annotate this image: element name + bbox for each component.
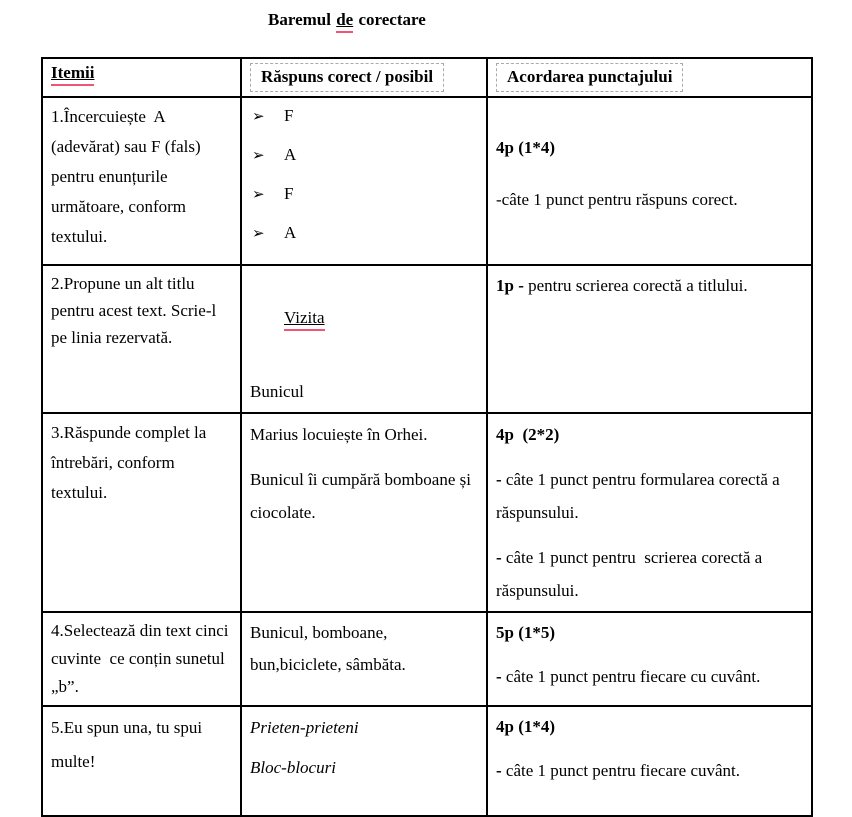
answer-letter: A [284, 145, 297, 164]
page-title [268, 10, 426, 33]
item-text: 1.Încercuiește A (adevărat) sau F (fals) pentru enunțurile următoare, conform textului. [51, 107, 205, 246]
item-text: 2.Propune un alt titlu pentru acest text. Scrie-l pe linia rezervată. [51, 274, 221, 347]
score-cell [487, 265, 812, 413]
score-points: 5p (1*5) [496, 623, 556, 642]
item-cell [42, 612, 241, 706]
item-cell [42, 97, 241, 265]
answer-line: Prieten-prieteni [250, 718, 359, 737]
answer-cell [241, 413, 487, 612]
title-part1: Baremul [268, 10, 331, 29]
score-points: 4p (1*4) [496, 138, 556, 157]
arrow-bullet-icon: ➢ [252, 226, 265, 242]
header-cell-acordarea [487, 58, 812, 97]
title-part2: corectare [358, 10, 426, 29]
answer-cell [241, 612, 487, 706]
answer-line: Bunicul îi cumpără bomboane și ciocolate. [250, 470, 476, 522]
item-cell [42, 413, 241, 612]
score-points: 4p (2*2) [496, 425, 560, 444]
arrow-bullet-icon: ➢ [252, 187, 265, 203]
answer-cell [241, 706, 487, 816]
table-row [42, 97, 812, 265]
scoring-table [41, 57, 813, 817]
title-misspelled-word: de [336, 11, 353, 33]
answer-line: bun,biciclete, sâmbăta. [250, 655, 406, 674]
header-cell-itemii [42, 58, 241, 97]
item-cell [42, 706, 241, 816]
answer-bullet-item [252, 104, 479, 129]
answer-line: Bunicul [250, 382, 304, 401]
header-cell-raspuns [241, 58, 487, 97]
item-cell [42, 265, 241, 413]
score-detail: -câte 1 punct pentru răspuns corect. [496, 190, 738, 209]
item-text: 3.Răspunde complet la întrebări, conform textului. [51, 423, 211, 502]
score-cell [487, 612, 812, 706]
answer-letter: F [284, 106, 294, 125]
answer-letter: F [284, 184, 294, 203]
answer-bullet-item [252, 182, 479, 207]
score-detail: - câte 1 punct pentru fiecare cu cuvânt. [496, 667, 761, 686]
answer-line: Marius locuiește în Orhei. [250, 425, 428, 444]
score-detail: 1p - pentru scrierea corectă a titlului. [496, 276, 748, 295]
arrow-bullet-icon: ➢ [252, 148, 265, 164]
answer-cell [241, 265, 487, 413]
header-label-itemii: Itemii [51, 64, 94, 86]
answer-bullet-item [252, 143, 479, 168]
score-detail: - câte 1 punct pentru fiecare cuvânt. [496, 761, 741, 780]
answer-line: Bloc-blocuri [250, 758, 336, 777]
answer-cell [241, 97, 487, 265]
answer-title-word: Vizita [284, 309, 325, 331]
answer-letter: A [284, 223, 297, 242]
item-text: 5.Eu spun una, tu spui multe! [51, 718, 207, 771]
score-detail: - câte 1 punct pentru formularea corectă a răspunsului. [496, 470, 784, 522]
score-cell [487, 97, 812, 265]
table-row [42, 413, 812, 612]
table-row [42, 265, 812, 413]
answer-bullet-item [252, 221, 479, 246]
item-text: 4.Selectează din text cinci cuvinte ce conțin sunetul „b”. [51, 621, 234, 696]
score-detail: - câte 1 punct pentru scrierea corectă a răspunsului. [496, 548, 767, 600]
answer-line [250, 270, 479, 366]
score-points: 4p (1*4) [496, 717, 556, 736]
answer-line: Bunicul, bomboane, [250, 623, 388, 642]
score-cell [487, 413, 812, 612]
score-cell [487, 706, 812, 816]
table-row [42, 706, 812, 816]
table-header-row [42, 58, 812, 97]
table-row [42, 612, 812, 706]
header-frame-raspuns: Răspuns corect / posibil [250, 63, 444, 92]
arrow-bullet-icon: ➢ [252, 109, 265, 125]
header-frame-acordarea: Acordarea punctajului [496, 63, 683, 92]
